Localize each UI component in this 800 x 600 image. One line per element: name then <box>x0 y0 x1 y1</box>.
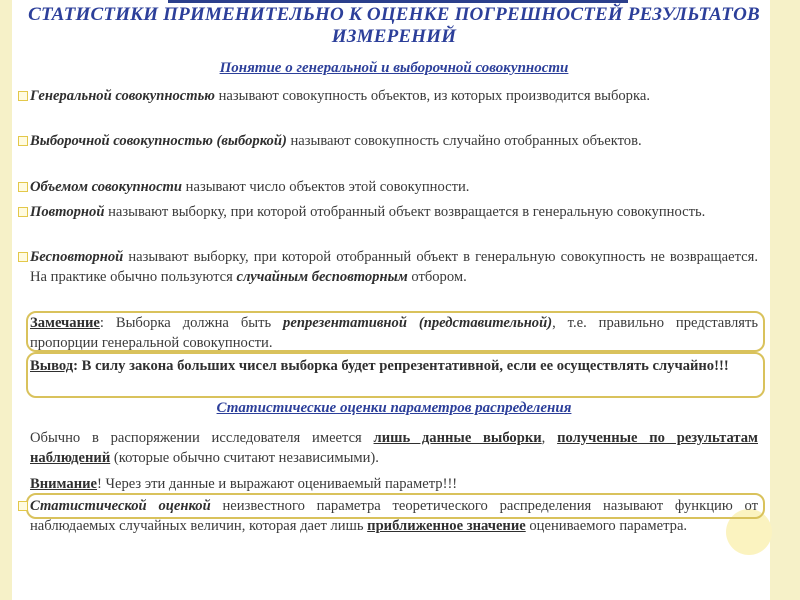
conclusion <box>30 356 758 376</box>
bullet-icon <box>18 501 28 511</box>
text: называют выборку, при которой отобранный объект возвращается в генеральную совокупность. <box>104 204 706 220</box>
bullet-icon <box>18 207 28 217</box>
slide-title <box>18 4 770 48</box>
title-line-1: СТАТИСТИКИ ПРИМЕНИТЕЛЬНО К ОЦЕНКЕ ПОГРЕШНОСТЕЙ РЕЗУЛЬТАТОВ <box>28 4 760 25</box>
text-3: (которые обычно считают независимыми). <box>110 450 379 466</box>
conclusion-label: Вывод <box>30 358 74 374</box>
data-paragraph <box>30 428 758 468</box>
text: : В силу закона больших чисел выборка будет репрезентативной, если ее осуществлять случайно!!! <box>73 358 729 374</box>
term-2: случайным бесповторным <box>236 269 408 285</box>
text: неизвестного параметра теоретического распределения называют функцию от наблюдаемых случайных величин, которая дает лишь <box>30 498 758 534</box>
remark <box>30 313 758 353</box>
text: называют выборку, при которой отобранный объект в генеральную совокупность не возвращается. На практике обычно пользуются <box>30 249 758 285</box>
term: Статистической оценкой <box>30 498 211 514</box>
term: Выборочной совокупностью (выборкой) <box>30 133 287 149</box>
term: репрезентативной (представительной) <box>283 315 553 331</box>
text: : Выборка должна быть <box>99 315 284 331</box>
text-2: оцениваемого параметра. <box>525 518 688 534</box>
bullet-icon <box>18 136 28 146</box>
text: называют совокупность случайно отобранных объектов. <box>286 133 642 149</box>
text-2: , т.е. правильно представлять пропорции генеральной совокупности. <box>30 315 758 351</box>
term: Генеральной совокупностью <box>30 88 215 104</box>
definition-volume <box>30 177 758 197</box>
bullet-icon <box>18 182 28 192</box>
definition-estimate <box>30 496 758 536</box>
bullet-icon <box>18 91 28 101</box>
left-frame <box>0 0 12 600</box>
attention <box>30 474 758 494</box>
slide <box>18 0 770 600</box>
text-2: отбором. <box>407 269 467 285</box>
text-2: , <box>541 430 558 446</box>
bullet-icon <box>18 252 28 262</box>
section-heading-2: Статистические оценки параметров распределения <box>216 400 572 416</box>
text: Обычно в распоряжении исследователя имеется <box>30 430 374 446</box>
definition-repeated <box>30 202 758 222</box>
section-heading-1: Понятие о генеральной и выборочной совокупности <box>219 60 569 76</box>
attention-label: Внимание <box>30 476 97 492</box>
text: называют число объектов этой совокупности. <box>182 179 470 195</box>
term: Бесповторной <box>30 249 124 265</box>
top-bar <box>168 0 628 3</box>
term: Повторной <box>30 204 105 220</box>
right-frame <box>770 0 800 600</box>
term: Объемом совокупности <box>30 179 183 195</box>
text: называют совокупность объектов, из которых производится выборка. <box>214 88 650 104</box>
underlined: приближенное значение <box>367 518 526 534</box>
underlined-2: полученные по результатам наблюдений <box>30 430 758 466</box>
definition-general-population <box>30 86 758 106</box>
definition-sample <box>30 131 758 151</box>
underlined-1: лишь данные выборки <box>373 430 542 446</box>
remark-label: Замечание <box>30 315 100 331</box>
definition-non-repeated <box>30 247 758 287</box>
title-line-2: ИЗМЕРЕНИЙ <box>331 26 457 47</box>
text: ! Через эти данные и выражают оцениваемый параметр!!! <box>96 476 458 492</box>
